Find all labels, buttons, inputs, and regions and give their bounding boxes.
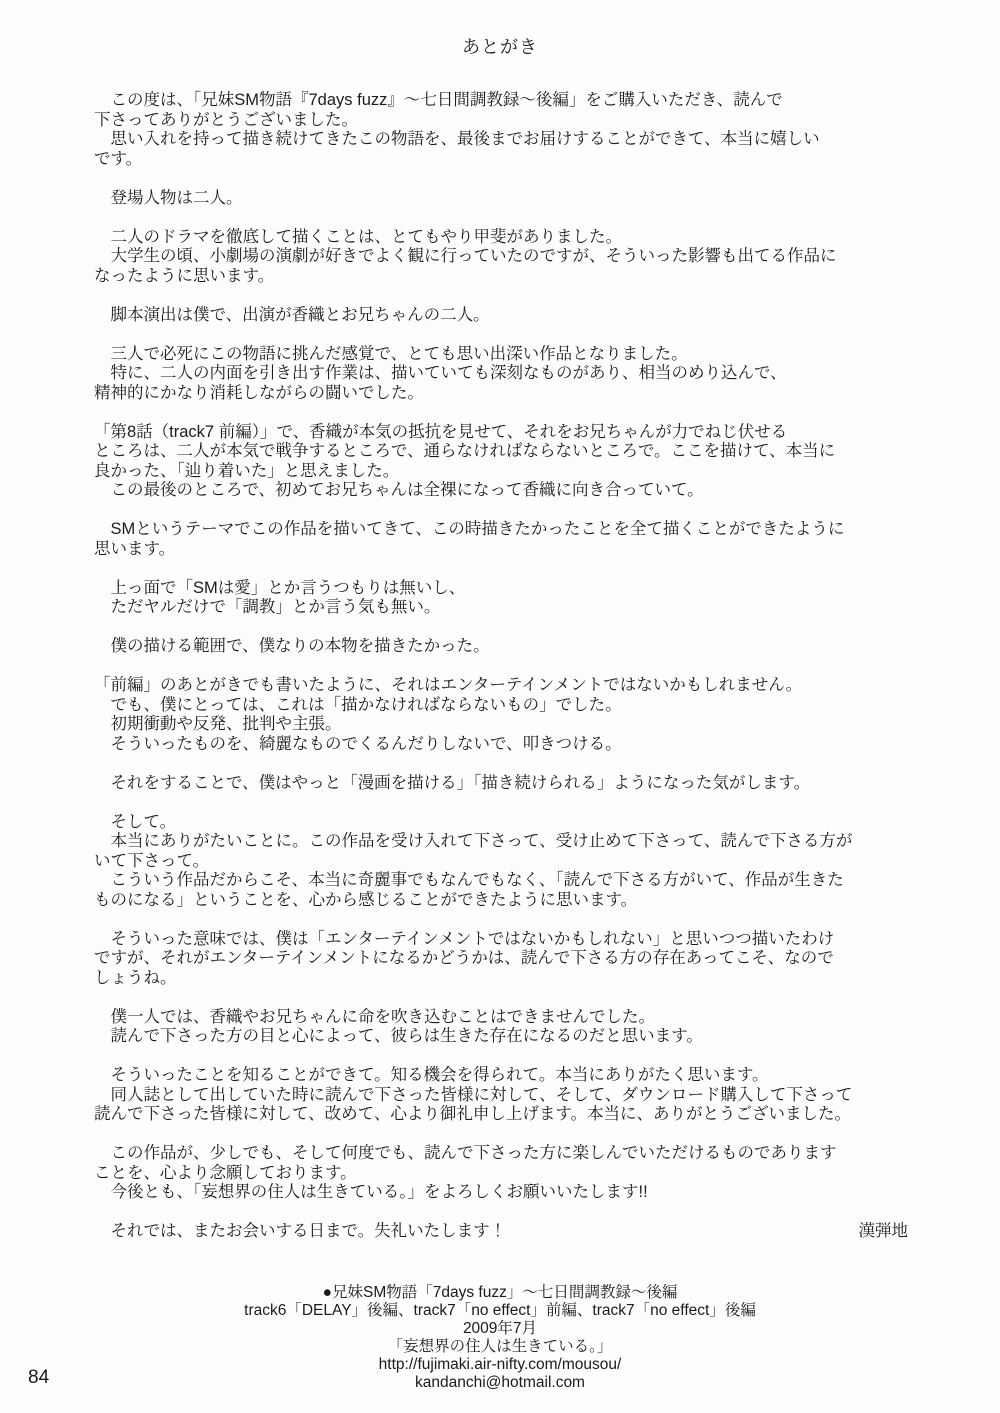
text-line: しょうね。 [94,968,177,987]
text-line: 初期衝動や反発、批判や主張。 [94,715,342,733]
farewell-text: それでは、またお会いする日まで。失礼いたします！ [94,1222,507,1240]
text-line: なったように思います。 [94,266,275,285]
text-line: いて下さって。 [94,851,210,870]
text-line: です。 [94,149,143,168]
text-line: この最後のところで、初めてお兄ちゃんは全裸になって香織に向き合っていて。 [94,481,704,499]
text-line: ことを、心より念願しております。 [94,1163,357,1182]
text-line [94,208,908,228]
text-line: そして。 [94,812,177,831]
text-line: 僕の描ける範囲で、僕なりの本物を描きたかった。 [94,637,490,655]
text-line: そういった意味では、僕は「エンターテインメントではないかもしれない」と思いつつ描いたわけ [94,929,835,948]
text-line: 下さってありがとうございました。 [94,110,358,129]
text-line [94,910,908,930]
text-line [94,169,908,189]
text-line: 「第8話（track7 前編）」で、香織が本気の抵抗を見せて、それをお兄ちゃんが力でねじ伏せる [94,422,788,441]
text-line [94,1203,908,1223]
text-line: ものになる」ということを、心から感じることができたように思います。 [94,890,638,909]
text-line: 脚本演出は僕で、出演が香織とお兄ちゃんの二人。 [94,305,490,324]
text-line: ●兄妹SM物語「7days fuzz」～七日間調教録～後編 [322,1284,678,1301]
text-line [94,403,908,423]
text-line: こういう作品だからこそ、本当に奇麗事でもなんでもなく、「読んで下さる方がいて、作品が生きた [94,871,844,889]
text-line [94,754,908,774]
text-line: 本当にありがたいことに。この作品を受け入れて下さって、受け止めて下さって、読んで下さる方が [94,832,853,850]
text-line: 大学生の頃、小劇場の演劇が好きでよく観に行っていたのですが、そういった影響も出てる作品に [94,247,837,265]
text-line [94,501,908,521]
text-line [94,1047,908,1067]
text-line: ところは、二人が本気で戦争するところで、通らなければならないところで。ここを描けて、本当に [94,442,836,460]
text-line: そういったことを知ることができて。知る機会を得られて。本当にありがたく思います。 [94,1066,769,1084]
text-line: 2009年7月 [462,1320,538,1337]
text-line: 精神的にかなり消耗しながらの闘いでした。 [94,383,424,402]
text-line: 読んで下さった皆様に対して、改めて、心より御礼申し上げます。本当に、ありがとうございました。 [94,1105,852,1123]
text-line [94,618,908,638]
text-line: kandanchi@hotmail.com [415,1374,585,1391]
text-line: 思い入れを持って描き続けてきたこの物語を、最後までお届けすることができて、本当に嬉しい [94,130,820,148]
text-line: 僕一人では、香織やお兄ちゃんに命を吹き込むことはできませんでした。 [94,1007,655,1026]
text-line: 今後とも、「妄想界の住人は生きている。」をよろしくお願いいたします!! [94,1183,648,1201]
text-line: 同人誌として出していた時に読んで下さった皆様に対して、そして、ダウンロード購入して下さって [94,1085,853,1104]
text-line: 上っ面で「SMは愛」とか言うつもりは無いし、 [94,578,466,597]
colophon [0,1284,1000,1392]
text-line [94,657,908,677]
text-line: 「前編」のあとがきでも書いたように、それはエンターテインメントではないかもしれません。 [94,676,803,694]
text-line: 二人のドラマを徹底して描くことは、とてもやり甲斐がありました。 [94,227,622,246]
text-line: 読んで下さった方の目と心によって、彼らは生きた存在になるのだと思います。 [94,1027,703,1045]
text-line: でも、僕にとっては、これは「描かなければならないもの」でした。 [94,695,622,714]
author-signature: 漢弾地 [858,1222,908,1240]
page-title: あとがき [462,37,538,57]
text-line: 登場人物は二人。 [94,188,243,207]
text-line: 「妄想界の住人は生きている。」 [387,1338,613,1355]
text-line: この作品が、少しでも、そして何度でも、読んで下さった方に楽しんでいただけるものであります [94,1144,837,1162]
text-line: 良かった、「辿り着いた」と思えました。 [94,461,400,480]
text-line: http://fujimaki.air-nifty.com/mousou/ [378,1356,622,1373]
page-number: 84 [28,1367,50,1388]
text-line: ですが、それがエンターテインメントになるかどうかは、読んで下さる方の存在あってこそ、なので [94,949,834,967]
text-line: ただヤルだけで「調教」とか言う気も無い。 [94,598,441,616]
text-line: この度は、「兄妹SM物語『7days fuzz』～七日間調教録～後編」をご購入いただき、読んで [94,91,783,109]
text-line [94,286,908,306]
farewell-line [94,1222,908,1242]
text-line [94,325,908,345]
text-line [94,559,908,579]
text-line: 特に、二人の内面を引き出す作業は、描いていても深刻なものがあり、相当のめり込んで、 [94,364,787,382]
text-line: SMというテーマでこの作品を描いてきて、この時描きたかったことを全て描くことができたように [94,520,845,538]
text-line [94,793,908,813]
text-line [94,988,908,1008]
text-line: そういったものを、綺麗なものでくるんだりしないで、叩きつける。 [94,734,622,753]
text-line: 思います。 [94,539,176,558]
afterword-body-text [94,91,908,1222]
text-line [94,1125,908,1145]
text-line: track6「DELAY」後編、track7「no effect」前編、track7「no effect」後編 [244,1302,756,1319]
text-line: それをすることで、僕はやっと「漫画を描ける」「描き続けられる」ようになった気がします。 [94,773,811,792]
text-line: 三人で必死にこの物語に挑んだ感覚で、とても思い出深い作品となりました。 [94,344,688,363]
